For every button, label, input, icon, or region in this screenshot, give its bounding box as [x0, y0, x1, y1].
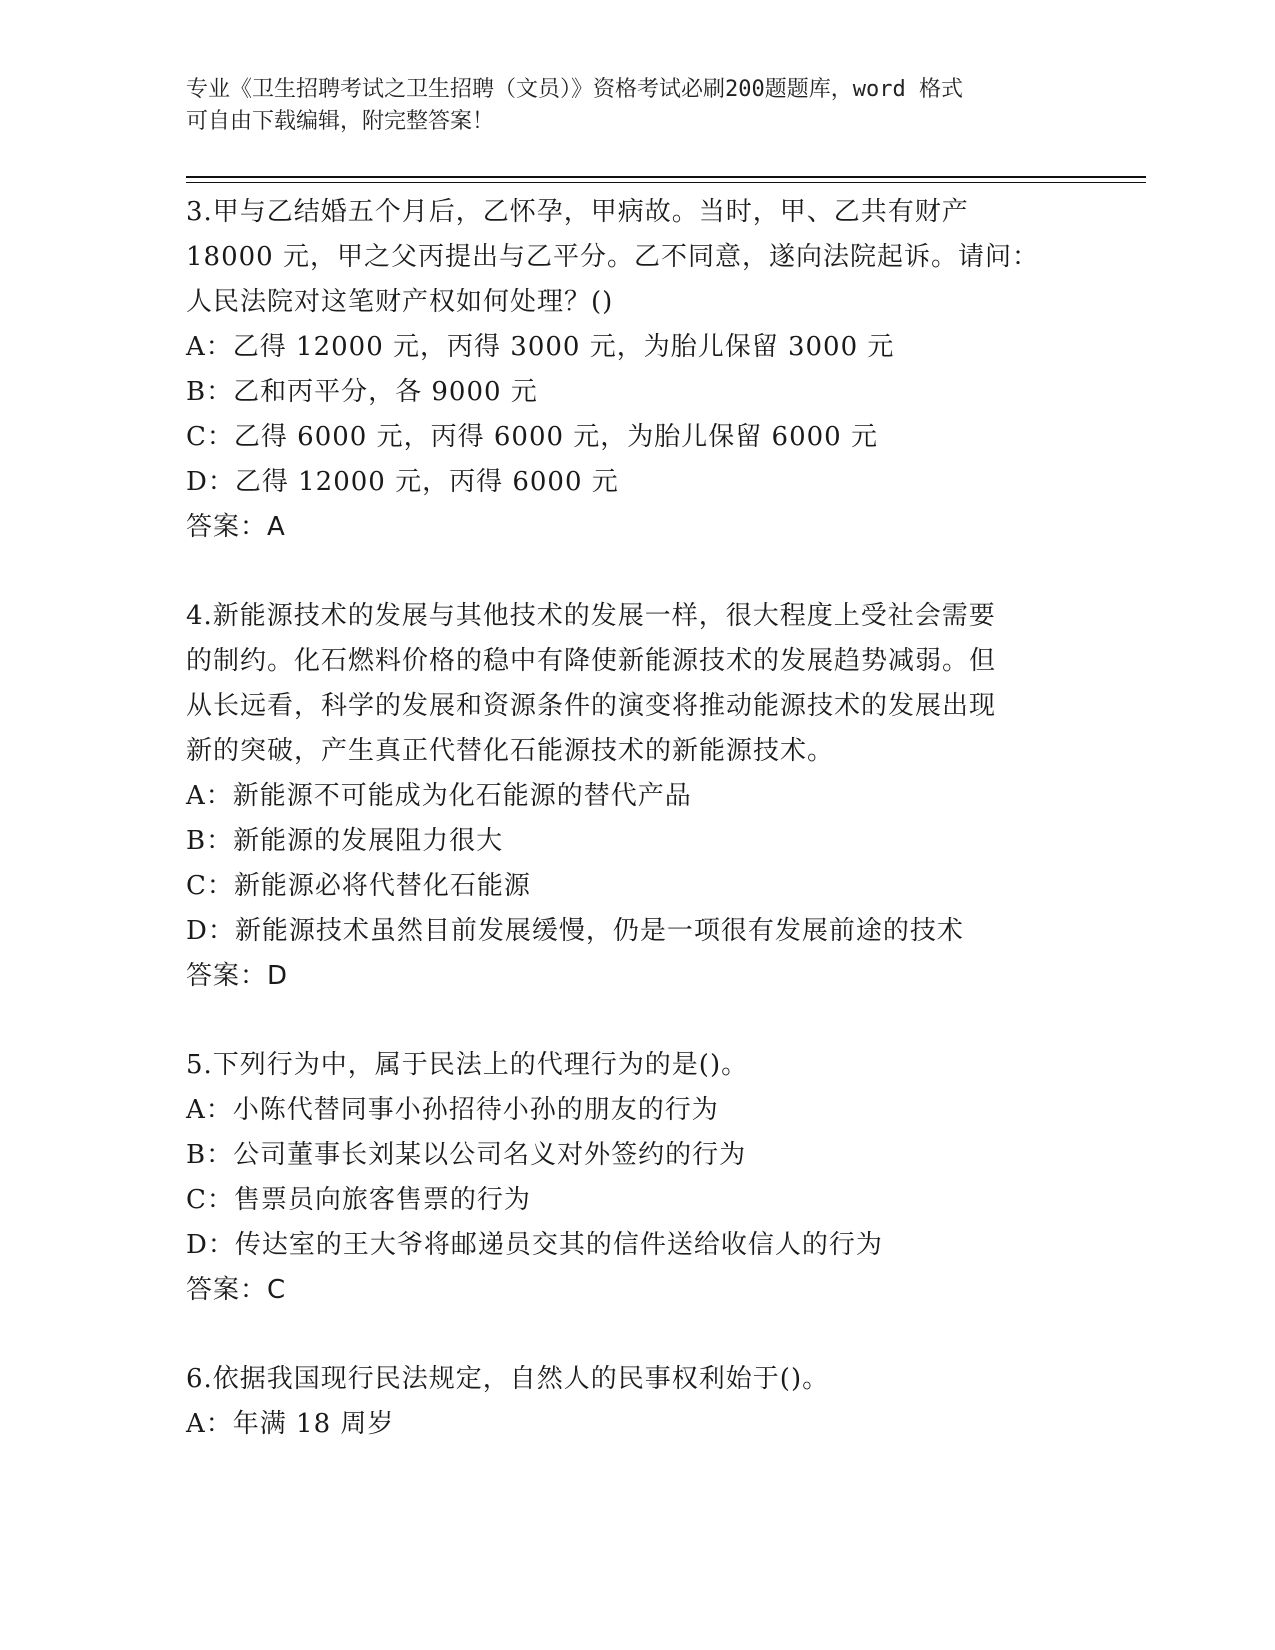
- option-b: B：乙和丙平分，各 9000 元: [186, 377, 538, 407]
- question-text-line: 4.新能源技术的发展与其他技术的发展一样，很大程度上受社会需要: [186, 601, 996, 631]
- option-d: D：传达室的王大爷将邮递员交其的信件送给收信人的行为: [186, 1230, 883, 1260]
- question-text-line: 的制约。化石燃料价格的稳中有降使新能源技术的发展趋势减弱。但: [186, 646, 997, 676]
- question-block: [186, 190, 1076, 550]
- question-text-line: 6.依据我国现行民法规定，自然人的民事权利始于()。: [186, 1364, 830, 1394]
- header-divider-thick: [186, 176, 1146, 178]
- question-block: [186, 594, 1076, 999]
- option-a: A：小陈代替同事小孙招待小孙的朋友的行为: [186, 1095, 719, 1125]
- option-d: D：新能源技术虽然目前发展缓慢，仍是一项很有发展前途的技术: [186, 916, 964, 946]
- header-divider-thin: [186, 182, 1146, 183]
- answer-line: 答案：C: [186, 1275, 287, 1305]
- option-a: A：新能源不可能成为化石能源的替代产品: [186, 781, 692, 811]
- question-text-line: 从长远看，科学的发展和资源条件的演变将推动能源技术的发展出现: [186, 691, 997, 721]
- question-text-line: 18000 元，甲之父丙提出与乙平分。乙不同意，遂向法院起诉。请问：: [186, 242, 1039, 272]
- header-line-1: 专业《卫生招聘考试之卫生招聘（文员）》资格考试必刷200题题库，word 格式: [186, 77, 963, 102]
- question-text-line: 3.甲与乙结婚五个月后，乙怀孕，甲病故。当时，甲、乙共有财产: [186, 197, 969, 227]
- question-text-line: 人民法院对这笔财产权如何处理？(): [186, 287, 614, 317]
- option-c: C：乙得 6000 元，丙得 6000 元，为胎儿保留 6000 元: [186, 422, 878, 452]
- question-block: [186, 1357, 1076, 1447]
- option-c: C：售票员向旅客售票的行为: [186, 1185, 531, 1215]
- question-text-line: 新的突破，产生真正代替化石能源技术的新能源技术。: [186, 736, 835, 766]
- option-c: C：新能源必将代替化石能源: [186, 871, 531, 901]
- option-b: B：新能源的发展阻力很大: [186, 826, 504, 856]
- question-block: [186, 1043, 1076, 1313]
- question-list: [186, 190, 1076, 1447]
- question-text-line: 5.下列行为中，属于民法上的代理行为的是()。: [186, 1050, 749, 1080]
- document-header-note: [186, 74, 1066, 138]
- answer-line: 答案：D: [186, 961, 289, 991]
- header-line-2: 可自由下载编辑，附完整答案！: [186, 109, 495, 134]
- option-a: A：年满 18 周岁: [186, 1409, 395, 1439]
- option-d: D：乙得 12000 元，丙得 6000 元: [186, 467, 619, 497]
- answer-line: 答案：A: [186, 512, 286, 542]
- option-a: A：乙得 12000 元，丙得 3000 元，为胎儿保留 3000 元: [186, 332, 895, 362]
- option-b: B：公司董事长刘某以公司名义对外签约的行为: [186, 1140, 747, 1170]
